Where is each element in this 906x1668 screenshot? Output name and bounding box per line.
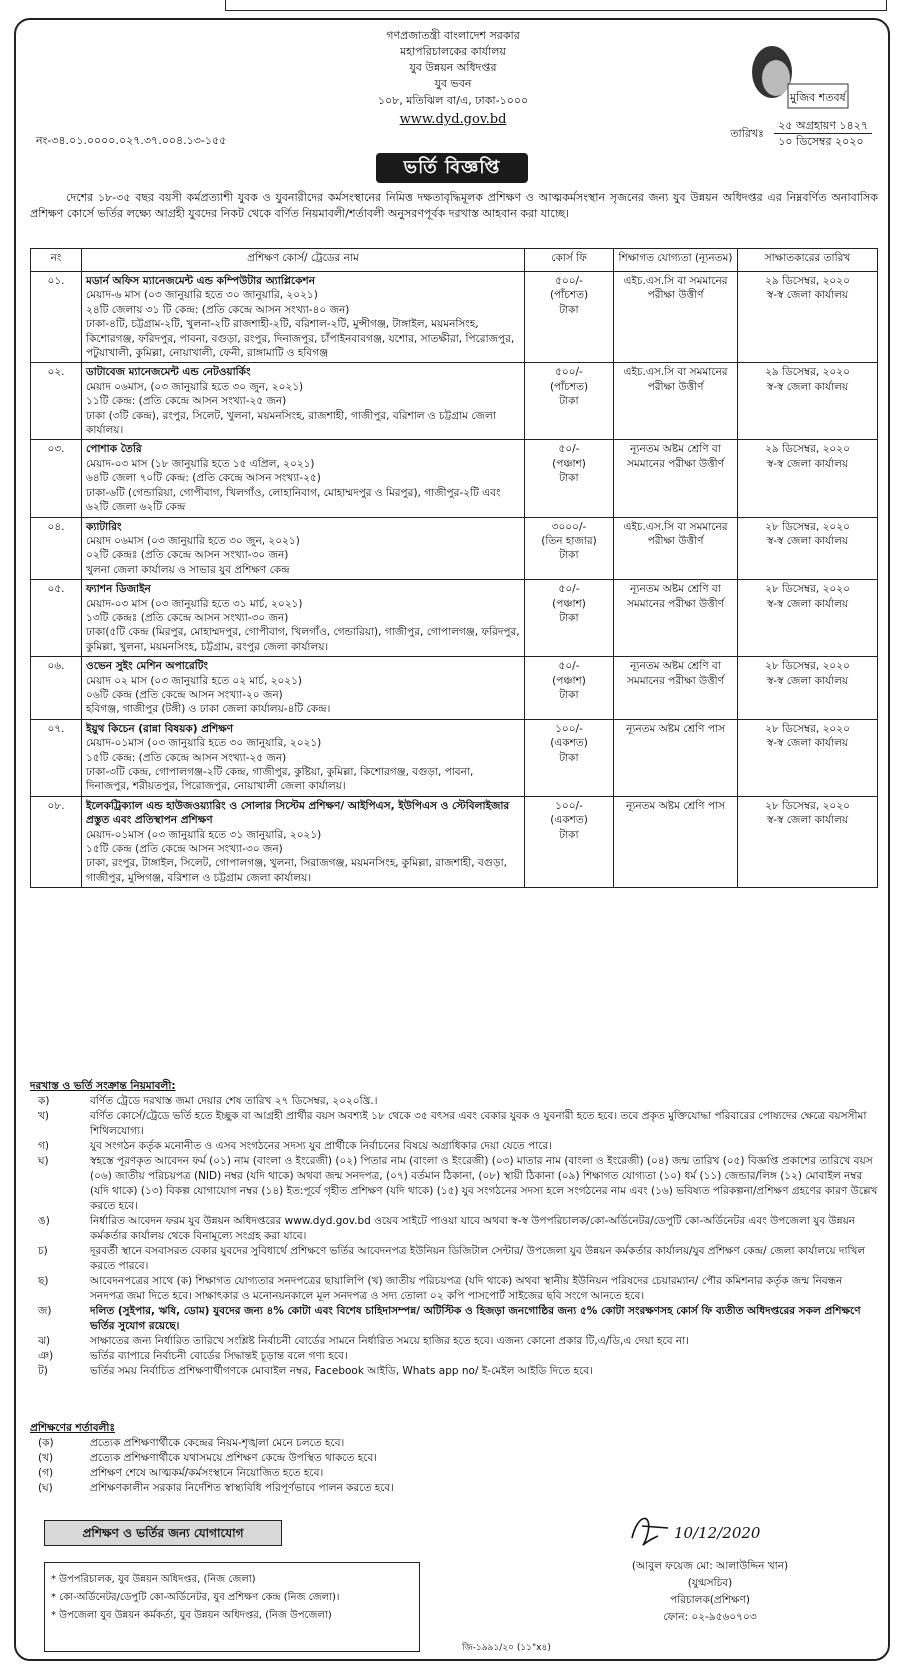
rule-text: দূরবর্তী স্থানে বসবাসরত বেকার যুবদের সুবিধার্থে প্রশিক্ষণে ভর্তির আবেদনপত্র ইউনিয়ন ডিজিটাল সেন্টার/ উপজেলা যুব উন্নয়ন কর্মকর্তার কার্যালয়/যুব প্রশিক্ষণ কেন্দ্র/ জেলা কার্যালয়ে দাখিল করতে পারবে।	[90, 1245, 866, 1272]
course-number: ০৬.	[31, 657, 82, 720]
interview-venue: স্ব-স্ব জেলা কার্যালয়	[766, 457, 849, 470]
fee-words: (পাঁচশত)	[549, 289, 589, 302]
rule-text: যুব সংগঠন কর্তৃক মনোনীত ও এসব সংগঠনের সদস্য যুব প্রার্থীকে নির্বাচনের বিষয়ে অগ্রাধিকার দেয়া যেতে পারে।	[90, 1140, 553, 1152]
fee-unit: টাকা	[559, 549, 579, 562]
rule-item	[30, 1244, 878, 1274]
course-details	[82, 440, 525, 517]
course-centers: ১১টি কেন্দ্র: (প্রতি কেন্দ্রে আসন সংখ্যা-২৫ জন)	[86, 395, 287, 408]
col-course: প্রশিক্ষণ কোর্স/ ট্রেডের নাম	[82, 249, 525, 272]
interview-date: ২৮ ডিসেম্বর, ২০২০	[765, 520, 850, 533]
condition-key: (ঘ)	[38, 1482, 53, 1494]
fee-words: (একশত)	[550, 814, 588, 827]
course-duration: মেয়াদ ০২ মাস (০৩ জানুয়ারি হতে ০২ মার্চ, ২০২১)	[86, 674, 303, 687]
table-row	[31, 440, 878, 517]
course-fee	[525, 657, 614, 720]
rule-text: সাক্ষাতের জন্য নির্ধারিত তারিখে সংশ্লিষ্ট নির্বাচনী বোর্ডের সামনে নির্ধারিত সময়ে হাজির হতে হবে। এজন্য কোনো প্রকার টি,এ/ডি,এ দেয়া হবে না।	[90, 1335, 689, 1347]
course-fee	[525, 363, 614, 440]
conditions-title: প্রশিক্ষণের শর্তাবলীঃ	[30, 1422, 115, 1434]
fee-words: (তিন হাজার)	[541, 534, 597, 547]
fee-words: (একশত)	[550, 737, 588, 750]
interview-info	[738, 796, 878, 887]
rule-item	[30, 1304, 878, 1334]
interview-venue: স্ব-স্ব জেলা কার্যালয়	[766, 674, 849, 687]
course-details	[82, 580, 525, 657]
signature	[628, 1508, 788, 1550]
rule-key: ছ)	[38, 1275, 49, 1287]
condition-text: প্রশিক্ষণকালীন সরকার নির্দেশিত স্বাস্থ্যবিধি পরিপূর্ণভাবে পালন করতে হবে।	[90, 1482, 395, 1494]
fee-amount: ৫০০/-	[555, 366, 583, 379]
rule-text: বর্ণিত ট্রেডে দরখাস্ত জমা দেয়ার শেষ তারিখ ২৭ ডিসেম্বর, ২০২০খ্রি.।	[90, 1095, 378, 1107]
signer-block	[560, 1558, 860, 1626]
contact-item: * উপজেলা যুব উন্নয়ন কর্মকর্তা, যুব উন্নয়ন অধিদপ্তর, (নিজ উপজেলা)	[51, 1610, 332, 1621]
interview-info	[738, 517, 878, 580]
course-duration: মেয়াদ ০৬মাস (০৩ জানুয়ারি হতে ৩০ জুন, ২০২১)	[86, 534, 300, 547]
fee-unit: টাকা	[559, 472, 579, 485]
fee-unit: টাকা	[559, 611, 579, 624]
course-number: ০১.	[31, 272, 82, 363]
condition-text: প্রত্যেক প্রশিক্ষণার্থীকে যথাসময়ে প্রশিক্ষণ কেন্দ্রে উপস্থিত থাকতে হবে।	[90, 1452, 378, 1464]
signer-phone: ফোন: ০২-৯৫৬০৭০৩	[663, 1611, 757, 1623]
rule-item	[30, 1364, 878, 1379]
rule-key: জ)	[38, 1305, 52, 1317]
education-requirement: ন্যূনতম অষ্টম শ্রেণি বা সমমানের পরীক্ষা উত্তীর্ণ	[614, 440, 738, 517]
gov-name: গণপ্রজাতন্ত্রী বাংলাদেশ সরকার	[386, 29, 520, 42]
fee-amount: ৫০/-	[558, 583, 580, 596]
rule-key: ঘ)	[38, 1155, 49, 1167]
intro-paragraph: দেশের ১৮-৩৫ বছর বয়সী কর্মপ্রত্যাশী যুবক ও যুবনারীদের কর্মসংস্থানের নিমিত্ত দক্ষতাবৃদ্ধিমূলক প্রশিক্ষণ ও আত্মকর্মসংস্থান সৃজনের জন্য যুব উন্নয়ন অধিদপ্তর এর নিম্নবর্ণিত অনাবাসিক প্রশিক্ষণ কোর্সে ভর্তির লক্ষ্যে আগ্রহী যুবদের নিকট থেকে বর্ণিত নিয়মাবলী/শর্তাবলী অনুসরণপূর্বক দরখাস্ত আহবান করা যাচ্ছে।	[30, 191, 878, 220]
address: ১০৮, মতিঝিল বা/এ, ঢাকা-১০০০	[377, 94, 529, 107]
education-requirement: এইচ.এস.সি বা সমমানের পরীক্ষা উত্তীর্ণ	[614, 517, 738, 580]
fee-amount: ৩০০০/-	[551, 520, 587, 533]
table-row	[31, 272, 878, 363]
interview-venue: স্ব-স্ব জেলা কার্যালয়	[766, 380, 849, 393]
signer-designation: (যুগ্মসচিব)	[687, 1577, 733, 1589]
fee-words: (পঞ্চাশ)	[552, 597, 586, 610]
interview-info	[738, 719, 878, 796]
rule-text: নির্ধারিত আবেদন ফরম যুব উন্নয়ন অধিদপ্তরের www.dyd.gov.bd ওয়েব সাইটে পাওয়া যাবে অথবা স্ব-স্ব উপপরিচালক/কো-অর্ডিনেটর/ডেপুটি কো-অর্ডিনেটর এবং উপজেলা যুব উন্নয়ন কর্মকর্তার কার্যালয় থেকে বিনামূল্যে সংগ্রহ করা যাবে।	[90, 1215, 856, 1242]
condition-key: (গ)	[38, 1467, 54, 1479]
interview-venue: স্ব-স্ব জেলা কার্যালয়	[766, 534, 849, 547]
course-fee	[525, 440, 614, 517]
col-fee: কোর্স ফি	[525, 249, 614, 272]
course-duration: মেয়াদ-০৩ মাস (০৩ জানুয়ারি হতে ৩১ মার্চ, ২০২১)	[86, 597, 303, 610]
course-centers: ০৬টি কেন্দ্র (প্রতি কেন্দ্রে আসন সংখ্যা-২০ জন)	[86, 688, 283, 701]
fee-words: (পঞ্চাশ)	[552, 674, 586, 687]
fee-unit: টাকা	[559, 751, 579, 764]
table-row	[31, 657, 878, 720]
course-title: মডার্ন অফিস ম্যানেজমেন্ট এন্ড কম্পিউটার অ্যাপ্লিকেশন	[86, 275, 315, 287]
mujib-borsho-logo	[742, 38, 854, 114]
course-title: ওভেন সুইং মেশিন অপারেটিং	[86, 660, 209, 673]
interview-date: ২৯ ডিসেম্বর, ২০২০	[765, 366, 850, 379]
education-requirement: এইচ.এস.সি বা সমমানের পরীক্ষা উত্তীর্ণ	[614, 363, 738, 440]
course-number: ০৩.	[31, 440, 82, 517]
rule-text: স্বহস্তে পূরণকৃত আবেদন ফর্ম (০১) নাম (বাংলা ও ইংরেজী) (০২) পিতার নাম (বাংলা ও ইংরেজী) (০৩) মাতার নাম (বাংলা ও ইংরেজী) (০৪) জন্ম তারিখ (০৫) বিজ্ঞপ্তি প্রকাশের তারিখে বয়স (০৬) জাতীয় পরিচয়পত্র (NID) নম্বর (যদি থাকে) অথবা জন্ম সনদপত্র, (০৭) বর্তমান ঠিকানা, (০৮) স্থায়ী ঠিকানা (০৯) শিক্ষাগত যোগ্যতা (১০) ধর্ম (১১) জেন্ডার/লিঙ্গ (১২) মোবাইল নম্বর (যদি থাকে) (১৩) বিকল্প যোগাযোগ নম্বর (১৪) ইত:পূর্বে গৃহীত প্রশিক্ষণ (যদি থাকে) (১৫) যুব সংগঠনের সদস্য হলে সংগঠনের নাম এবং (১৬) ভবিষ্যত পরিকল্পনা/প্রশিক্ষণ গ্রহণের কারণ উল্লেখ করতে হবে।	[90, 1155, 878, 1212]
course-fee	[525, 580, 614, 657]
rule-item	[30, 1214, 878, 1244]
rule-text: দলিত (সুইপার, ঋষি, ডোম) যুবদের জন্য ৪% কোটা এবং বিশেষ চাহিদাসম্পন্ন/ অটিস্টিক ও হিজড়া জনগোষ্ঠির জন্য ৫% কোটা সংরক্ষণসহ কোর্স ফি ব্যতীত অধিদপ্তরের সকল প্রশিক্ষণে ভর্তির সুযোগ রয়েছে।	[90, 1305, 861, 1332]
website-link[interactable]: www.dyd.gov.bd	[399, 112, 507, 127]
course-locations: ঢাকা-৬টি (গেন্ডারিয়া, গোপীবাগ, খিলগাঁও, লোহানিবাগ, মোহাম্মদপুর ও মিরপুর), গাজীপুর-২টি এবং ৬২টি জেলা ৬২টি কেন্দ্র	[86, 486, 501, 514]
rule-text: ভর্তির ব্যাপারে নির্বাচনী বোর্ডের সিদ্ধান্তই চূড়ান্ত বলে গণ্য হবে।	[90, 1350, 348, 1362]
table-row	[31, 719, 878, 796]
rules-section	[30, 1078, 878, 1379]
condition-text: প্রত্যেক প্রশিক্ষণার্থীকে কেন্দ্রের নিয়ম-শৃঙ্খলা মেনে চলতে হবে।	[90, 1437, 345, 1449]
course-duration: মেয়াদ-৬ মাস (০৩ জানুয়ারি হতে ৩০ জানুয়ারি, ২০২১)	[86, 289, 318, 302]
course-duration: মেয়াদ-০৩ মাস (১৮ জানুয়ারি হতে ১৫ এপ্রিল, ২০২১)	[86, 457, 315, 470]
interview-venue: স্ব-স্ব জেলা কার্যালয়	[766, 597, 849, 610]
rules-title: দরখাস্ত ও ভর্তি সংক্রান্ত নিয়মাবলী:	[30, 1080, 176, 1092]
education-requirement: ন্যূনতম অষ্টম শ্রেণি পাস	[614, 796, 738, 887]
contact-item: * কো-অর্ডিনেটর/ডেপুটি কো-অর্ডিনেটর, যুব প্রশিক্ষণ কেন্দ্র (নিজ জেলা)।	[51, 1592, 340, 1603]
course-centers: ৬৪টি জেলা ৭০টি কেন্দ্র: (প্রতি কেন্দ্রে আসন সংখ্যা-২৫)	[86, 472, 321, 485]
course-title: ফ্যাশন ডিজাইন	[86, 583, 151, 596]
signer-office: পরিচালক(প্রশিক্ষণ)	[670, 1594, 750, 1606]
svg-text:মুজিব শতবর্ষ: মুজিব শতবর্ষ	[790, 91, 846, 104]
interview-venue: স্ব-স্ব জেলা কার্যালয়	[766, 737, 849, 750]
col-no: নং	[31, 249, 82, 272]
education-requirement: এইচ.এস.সি বা সমমানের পরীক্ষা উত্তীর্ণ	[614, 272, 738, 363]
condition-item	[30, 1466, 878, 1481]
date-bangla: ২৫ অগ্রহায়ণ ১৪২৭	[774, 118, 872, 134]
interview-info	[738, 440, 878, 517]
rule-key: ট)	[38, 1365, 48, 1377]
course-details	[82, 796, 525, 887]
course-centers: ১৩টি কেন্দ্রঃ (প্রতি কেন্দ্রে আসন সংখ্যা-৩০ জন)	[86, 611, 289, 624]
fee-amount: ৫০০/-	[555, 275, 583, 287]
interview-info	[738, 363, 878, 440]
contact-item: * উপপরিচালক, যুব উন্নয়ন অধিদপ্তর, (নিজ জেলা)	[51, 1574, 256, 1585]
condition-item	[30, 1451, 878, 1466]
rule-key: চ)	[38, 1245, 48, 1257]
col-education: শিক্ষাগত যোগ্যতা (ন্যূনতম)	[614, 249, 738, 272]
course-centers: ১৫টি কেন্দ্র (প্রতি কেন্দ্রে আসন সংখ্যা-৩০ জন)	[86, 843, 283, 856]
education-requirement: ন্যূনতম অষ্টম শ্রেণি পাস	[614, 719, 738, 796]
department-name: যুব উন্নয়ন অধিদপ্তর	[409, 61, 497, 74]
course-number: ০৪.	[31, 517, 82, 580]
date-label: তারিখঃ	[730, 127, 764, 140]
course-number: ০৮.	[31, 796, 82, 887]
course-locations: ঢাকা (৩টি কেন্দ্র), রংপুর, সিলেট, খুলনা, ময়মনসিংহ, রাজশাহী, গাজীপুর, বরিশাল ও চট্টগ্রাম জেলা কার্যালয়।	[86, 409, 496, 437]
course-title: ইয়ুথ কিচেন (রান্না বিষয়ক) প্রশিক্ষণ	[86, 722, 234, 735]
table-row	[31, 580, 878, 657]
interview-date: ২৯ ডিসেম্বর, ২০২০	[765, 443, 850, 456]
rule-text: ভর্তির সময় নির্বাচিত প্রশিক্ষণার্থীগণকে মোবাইল নম্বর, Facebook আইডি, Whats app no/ ই-মেইল আইডি দিতে হবে।	[90, 1365, 593, 1377]
course-centers: ২৪টি জেলায় ৩১ টি কেন্দ্র: (প্রতি কেন্দ্রে আসন সংখ্যা-৪০ জন)	[86, 303, 350, 316]
rule-item	[30, 1154, 878, 1214]
fee-words: (পাঁচশত)	[549, 380, 589, 393]
courses-table	[30, 248, 878, 888]
course-details	[82, 272, 525, 363]
course-locations: ঢাকা(৫টি কেন্দ্র (মিরপুর, মোহাম্মদপুর, গোপীবাগ, খিলগাঁও, গেন্ডারিয়া), গাজীপুর, গোপালগঞ্জ, ফরিদপুর, কুমিল্লা, খুলনা, ময়মনসিংহ, চট্টগ্রাম, রংপুর জেলা কার্যালয়।	[86, 626, 520, 653]
course-details	[82, 517, 525, 580]
course-title: ডাটাবেজ ম্যানেজমেন্ট এন্ড নেটওয়ার্কিং	[86, 366, 251, 379]
interview-info	[738, 272, 878, 363]
rule-item	[30, 1274, 878, 1304]
course-fee	[525, 272, 614, 363]
fee-unit: টাকা	[559, 828, 579, 841]
course-title: পোশাক তৈরি	[86, 443, 142, 456]
rule-item	[30, 1109, 878, 1139]
course-title: ইলেকট্রিক্যাল এন্ড হাউজওয়্যারিং ও সোলার সিস্টেম প্রশিক্ষণ/ আইপিএস, ইউপিএস ও স্টেবিলাইজার প্রস্তুত এবং প্রতিস্থাপন প্রশিক্ষণ	[86, 799, 510, 827]
date-english: ১০ ডিসেম্বর ২০২০	[778, 135, 864, 148]
table-row	[31, 363, 878, 440]
interview-info	[738, 580, 878, 657]
rule-item	[30, 1139, 878, 1154]
course-details	[82, 363, 525, 440]
notice-title: ভর্তি বিজ্ঞপ্তি	[376, 153, 528, 183]
fee-amount: ৫০/-	[558, 660, 580, 673]
course-locations: ঢাকা-৪টি, চট্টগ্রাম-২টি, খুলনা-২টি রাজশাহী-২টি, বরিশাল-২টি, মুন্সীগঞ্জ, টাঙ্গাইল, ময়মনসিংহ, কিশোরগঞ্জ, ফরিদপুর, পাবনা, বগুড়া, রংপুর, দিনাজপুর, চাঁপাইনবাবগঞ্জ, যশোর, সাতক্ষীরা, পিরোজপুর, পটুয়াখালী, কুমিল্লা, নোয়াখালী, ফেনী, রাঙ্গামাটি ও হবিগঞ্জ	[86, 318, 515, 360]
interview-date: ২৮ ডিসেম্বর, ২০২০	[765, 583, 850, 596]
rule-key: ঝ)	[38, 1335, 51, 1347]
course-number: ০৭.	[31, 719, 82, 796]
condition-key: (খ)	[38, 1452, 54, 1464]
fee-amount: ৫০/-	[558, 443, 580, 456]
fee-amount: ১০০/-	[555, 799, 583, 812]
contact-box	[44, 1562, 420, 1652]
rule-item	[30, 1349, 878, 1364]
course-fee	[525, 719, 614, 796]
education-requirement: ন্যূনতম অষ্টম শ্রেণি বা সমমানের পরীক্ষা উত্তীর্ণ	[614, 657, 738, 720]
interview-venue: স্ব-স্ব জেলা কার্যালয়	[766, 289, 849, 302]
rule-text: বর্ণিত কোর্সে/ট্রেডে ভর্তি হতে ইচ্ছুক বা আগ্রহী প্রার্থীর বয়স অবশ্যই ১৮ থেকে ৩৫ বৎসর এবং বেকার যুবক ও যুবনারী হতে হবে। তবে প্রকৃত মুক্তিযোদ্ধা পরিবারের পোষ্যদের ক্ষেত্রে বয়সসীমা শিথিলযোগ্য।	[90, 1110, 867, 1137]
course-duration: মেয়াদ-০১মাস (০৩ জানুয়ারি হতে ৩১ জানুয়ারি, ২০২১)	[86, 828, 322, 841]
course-title: ক্যাটারিং	[86, 520, 122, 533]
rule-item	[30, 1334, 878, 1349]
course-locations: হবিগঞ্জ, গাজীপুর (টঙ্গী) ও ঢাকা জেলা কার্যালয়-৪টি কেন্দ্র।	[86, 703, 331, 716]
rule-key: গ)	[38, 1140, 49, 1152]
previous-notice-strip	[0, 0, 906, 14]
rule-key: ঙ)	[38, 1215, 50, 1227]
conditions-section	[30, 1420, 878, 1496]
svg-text:10/12/2020: 10/12/2020	[674, 1524, 761, 1542]
fee-words: (পঞ্চাশ)	[552, 457, 586, 470]
interview-date: ২৮ ডিসেম্বর, ২০২০	[765, 799, 850, 812]
interview-date: ২৮ ডিসেম্বর, ২০২০	[765, 660, 850, 673]
condition-item	[30, 1436, 878, 1451]
rule-key: ক)	[38, 1095, 50, 1107]
rule-key: ঞ)	[38, 1350, 54, 1362]
course-locations: খুলনা জেলা কার্যালয় ও সাভার যুব প্রশিক্ষণ কেন্দ্র	[86, 563, 290, 576]
condition-text: প্রশিক্ষণ শেষে আত্মকর্ম/কর্মসংস্থানে নিয়োজিত হতে হবে।	[90, 1467, 324, 1479]
fee-unit: টাকা	[559, 688, 579, 701]
signer-name: (আবুল ফয়েজ মো: আলাউদ্দিন খান)	[631, 1560, 789, 1572]
course-centers: ০২টি কেন্দ্রঃ (প্রতি কেন্দ্রে আসন সংখ্যা-৩০ জন)	[86, 549, 289, 562]
office-name: মহাপরিচালকের কার্যালয়	[400, 45, 506, 58]
course-duration: মেয়াদ-০১মাস (০৩ জানুয়ারি হতে ৩০ জানুয়ারি, ২০২১)	[86, 737, 322, 750]
fee-unit: টাকা	[559, 303, 579, 316]
publication-number: জি-১৯৯১/২০ (১১"x৪)	[462, 1643, 551, 1653]
course-locations: ঢাকা-৩টি কেন্দ্র, গোপালগঞ্জ-২টি কেন্দ্র, গাজীপুর, কুষ্টিয়া, কুমিল্লা, কিশোরগঞ্জ, বগুড়া, পাবনা, দিনাজপুর, শরীয়তপুর, পিরোজপুর, নোয়াখালী জেলা কার্যালয়।	[86, 766, 474, 793]
table-header-row	[31, 249, 878, 272]
condition-item	[30, 1481, 878, 1496]
condition-key: (ক)	[38, 1437, 54, 1449]
col-interview: সাক্ষাতকারের তারিখ	[738, 249, 878, 272]
rule-key: খ)	[38, 1110, 49, 1122]
interview-venue: স্ব-স্ব জেলা কার্যালয়	[766, 814, 849, 827]
interview-date: ২৮ ডিসেম্বর, ২০২০	[765, 722, 850, 735]
course-locations: ঢাকা, রংপুর, টাঙ্গাইল, সিলেট, গোপালগঞ্জ, খুলনা, সিরাজগঞ্জ, ময়মনসিংহ, কুমিল্লা, রাজশাহী, বগুড়া, গাজীপুর, মুন্সিগঞ্জ, বরিশাল ও চট্টগ্রাম জেলা কার্যালয়।	[86, 857, 507, 884]
course-details	[82, 719, 525, 796]
table-row	[31, 517, 878, 580]
table-row	[31, 796, 878, 887]
course-details	[82, 657, 525, 720]
interview-date: ২৯ ডিসেম্বর, ২০২০	[765, 275, 850, 287]
course-fee	[525, 517, 614, 580]
interview-info	[738, 657, 878, 720]
contact-title: প্রশিক্ষণ ও ভর্তির জন্য যোগাযোগ	[44, 1520, 282, 1546]
date-block	[730, 118, 872, 149]
course-centers: ১৫টি কেন্দ্র: (প্রতি কেন্দ্রে আসন সংখ্যা-২৫ জন)	[86, 751, 287, 764]
education-requirement: ন্যূনতম অষ্টম শ্রেণি বা সমমানের পরীক্ষা উত্তীর্ণ	[614, 580, 738, 657]
course-number: ০৫.	[31, 580, 82, 657]
building-name: যুব ভবন	[434, 77, 472, 90]
rule-text: আবেদনপত্রের সাথে (ক) শিক্ষাগত যোগ্যতার সনদপত্রের ছায়ালিপি (খ) জাতীয় পরিচয়পত্র (যদি থাকে) অথবা স্থানীয় ইউনিয়ন পরিষদের চেয়ারম্যান/ পৌর কমিশনার কর্তৃক জন্ম নিবন্ধন সনদপত্র জমা দিতে হবে। সাক্ষাৎকার ও মনোনয়নকালে মূল সনদপত্র ও সদ্য তোলা ০২ কপি পাসপোর্ট সাইজের ছবি সংগে আনতে হবে।	[90, 1275, 843, 1302]
course-number: ০২.	[31, 363, 82, 440]
fee-unit: টাকা	[559, 395, 579, 408]
memo-number: নং-৩৪.০১.০০০০.০২৭.৩৭.০০৪.১৩-১৫৫	[36, 134, 227, 147]
course-duration: মেয়াদ ০৬মাস, (০৩ জানুয়ারি হতে ৩০ জুন, ২০২১)	[86, 380, 304, 393]
fee-amount: ১০০/-	[555, 722, 583, 735]
course-fee	[525, 796, 614, 887]
rule-item	[30, 1094, 878, 1109]
